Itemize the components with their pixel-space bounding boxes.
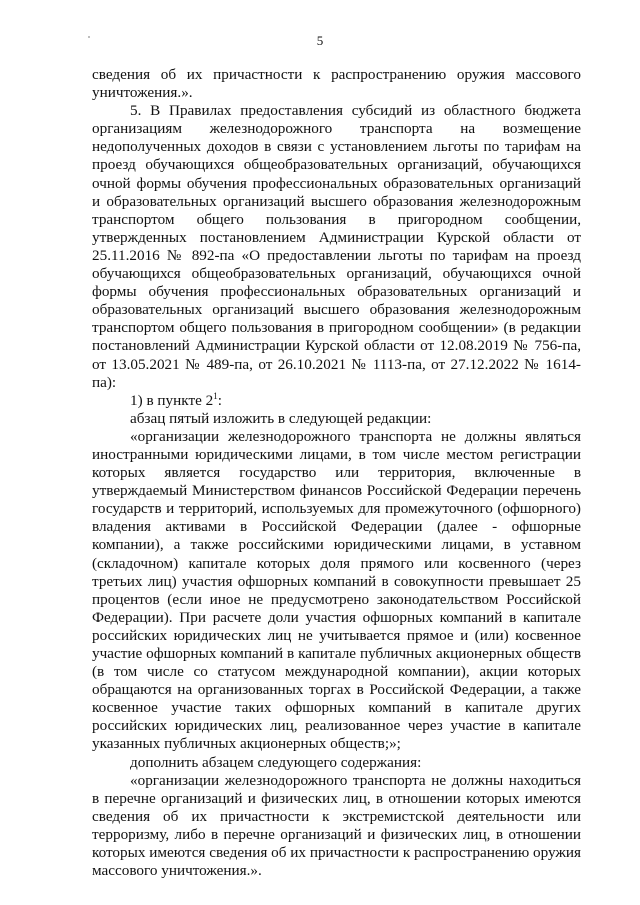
paragraph-quote-2: «организации железнодорожного транспорта не должны находиться в перечне организаций и физических лиц, в отношении которых имеются сведения об их причастности к экстремистской деятельности или терроризму, либо в перечне организаций и физических лиц, в отношении которых имеются сведения об их причастности к распространению оружия массового уничтожения.». <box>92 771 581 880</box>
subitem-colon: : <box>217 391 222 409</box>
document-body <box>92 66 581 880</box>
paragraph-instruction-2: дополнить абзацем следующего содержания: <box>130 753 422 771</box>
paragraph-instruction-1: абзац пятый изложить в следующей редакции: <box>130 409 432 427</box>
subitem-text: 1) в пункте 2 <box>130 391 214 409</box>
paragraph-continuation: сведения об их причастности к распространению оружия массового уничтожения.». <box>92 66 581 102</box>
page-number: 5 <box>316 33 324 48</box>
paragraph-item-5: 5. В Правилах предоставления субсидий из областного бюджета организациям железнодорожного транспорта на возмещение недополученных доходов в связи с установлением льготы по тарифам на проезд обучающихся общеобразовательных организаций, обучающихся очной формы обучения профессиональных образовательных организаций и образовательных организаций высшего образования железнодорожным транспортом общего пользования в пригородном сообщении, утвержденных постановлением Администрации Курской области от 25.11.2016 № 892-па «О предоставлении льготы по тарифам на проезд обучающихся общеобразовательных организаций, обучающихся очной формы обучения профессиональных образовательных организаций и образовательных организаций высшего образования железнодорожным транспортом общего пользования в пригородном сообщении» (в редакции постановлений Администрации Курской области от 12.08.2019 № 756-па, от 13.05.2021 № 489-па, от 26.10.2021 № 1113-па, от 27.12.2022 № 1614-па): <box>92 102 581 391</box>
superscript: 1 <box>213 390 218 401</box>
paragraph-subitem-1 <box>92 392 581 410</box>
paragraph-quote-1: «организации железнодорожного транспорта не должны являться иностранными юридическими лицами, в том числе местом регистрации которых является государство или территория, включенные в утверждаемый Министерством финансов Российской Федерации перечень государств и территорий, используемых для промежуточного (офшорного) владения активами в Российской Федерации (далее - офшорные компании), а также российскими юридическими лицами, в уставном (складочном) капитале которых доля прямого или косвенного (через третьих лиц) участия офшорных компаний в совокупности превышает 25 процентов (если иное не предусмотрено законодательством Российской Федерации). При расчете доли участия офшорных компаний в капитале российских юридических лиц не учитывается прямое и (или) косвенное участие офшорных компаний в капитале публичных акционерных обществ (в том числе со статусом международной компании), акции которых обращаются на организованных торгах в Российской Федерации, а также косвенное участие таких офшорных компаний в капитале других российских юридических лиц, реализованное через участие в капитале указанных публичных акционерных обществ;»; <box>92 427 581 753</box>
